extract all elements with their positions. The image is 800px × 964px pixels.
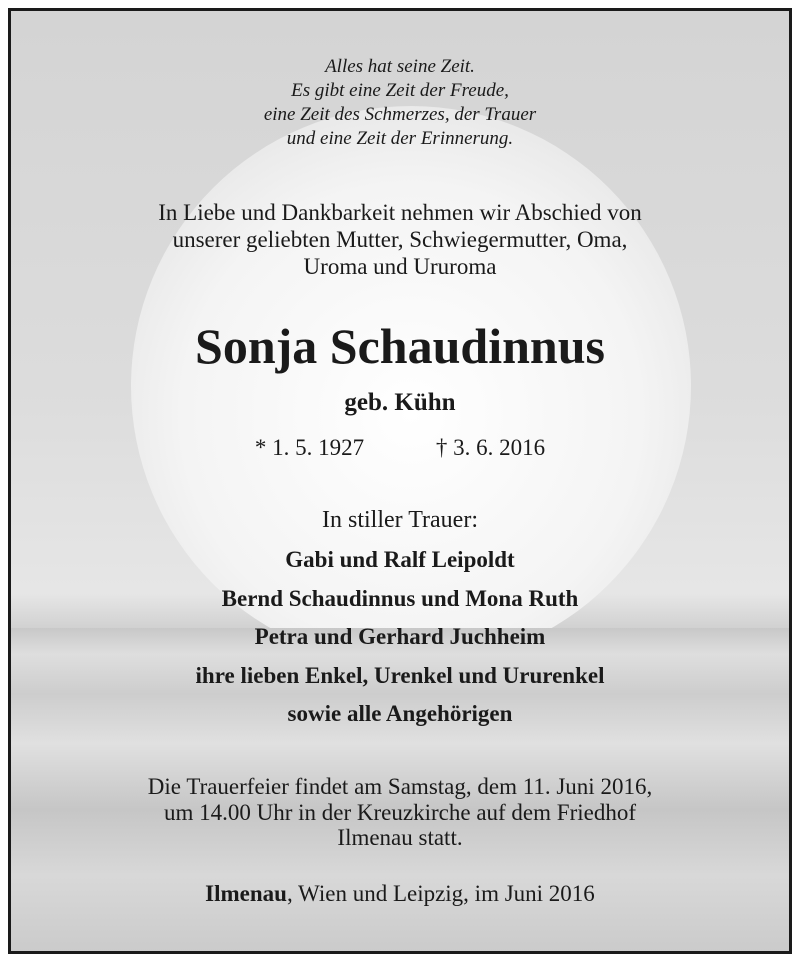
mourner-line: Gabi und Ralf Leipoldt [285, 547, 515, 572]
funeral-line: Die Trauerfeier findet am Samstag, dem 11. Juni 2016, [147, 774, 653, 799]
obituary-frame [8, 8, 792, 954]
poem-line: und eine Zeit der Erinnerung. [286, 128, 514, 149]
mourning-intro: In stiller Trauer: [322, 507, 478, 533]
poem [11, 55, 789, 151]
poem-line: Alles hat seine Zeit. [325, 56, 475, 77]
mourner-line: ihre lieben Enkel, Urenkel und Ururenkel [195, 662, 605, 688]
closing-place: Ilmenau [205, 881, 287, 906]
mourners-list [11, 541, 789, 734]
funeral-line: um 14.00 Uhr in der Kreuzkirche auf dem Friedhof [164, 799, 636, 825]
life-dates [11, 435, 789, 461]
farewell-intro [11, 199, 789, 280]
funeral-line: Ilmenau statt. [337, 825, 463, 850]
closing-rest: , Wien und Leipzig, im Juni 2016 [286, 881, 595, 906]
intro-line: In Liebe und Dankbarkeit nehmen wir Abschied von [158, 200, 642, 225]
mourner-line: Bernd Schaudinnus und Mona Ruth [221, 585, 579, 611]
intro-line: Uroma und Ururoma [303, 254, 497, 279]
closing-line [11, 881, 789, 907]
mourner-line: sowie alle Angehörigen [287, 701, 513, 726]
intro-line: unserer geliebten Mutter, Schwiegermutter, Oma, [172, 227, 628, 252]
poem-line: Es gibt eine Zeit der Freude, [291, 80, 509, 101]
birth-date: * 1. 5. 1927 [254, 435, 365, 460]
poem-line: eine Zeit des Schmerzes, der Trauer [263, 104, 537, 125]
mourner-line: Petra und Gerhard Juchheim [254, 624, 546, 649]
death-date: † 3. 6. 2016 [435, 435, 546, 460]
deceased-name: Sonja Schaudinnus [195, 318, 605, 374]
birth-name: geb. Kühn [344, 389, 456, 416]
funeral-info [11, 774, 789, 851]
